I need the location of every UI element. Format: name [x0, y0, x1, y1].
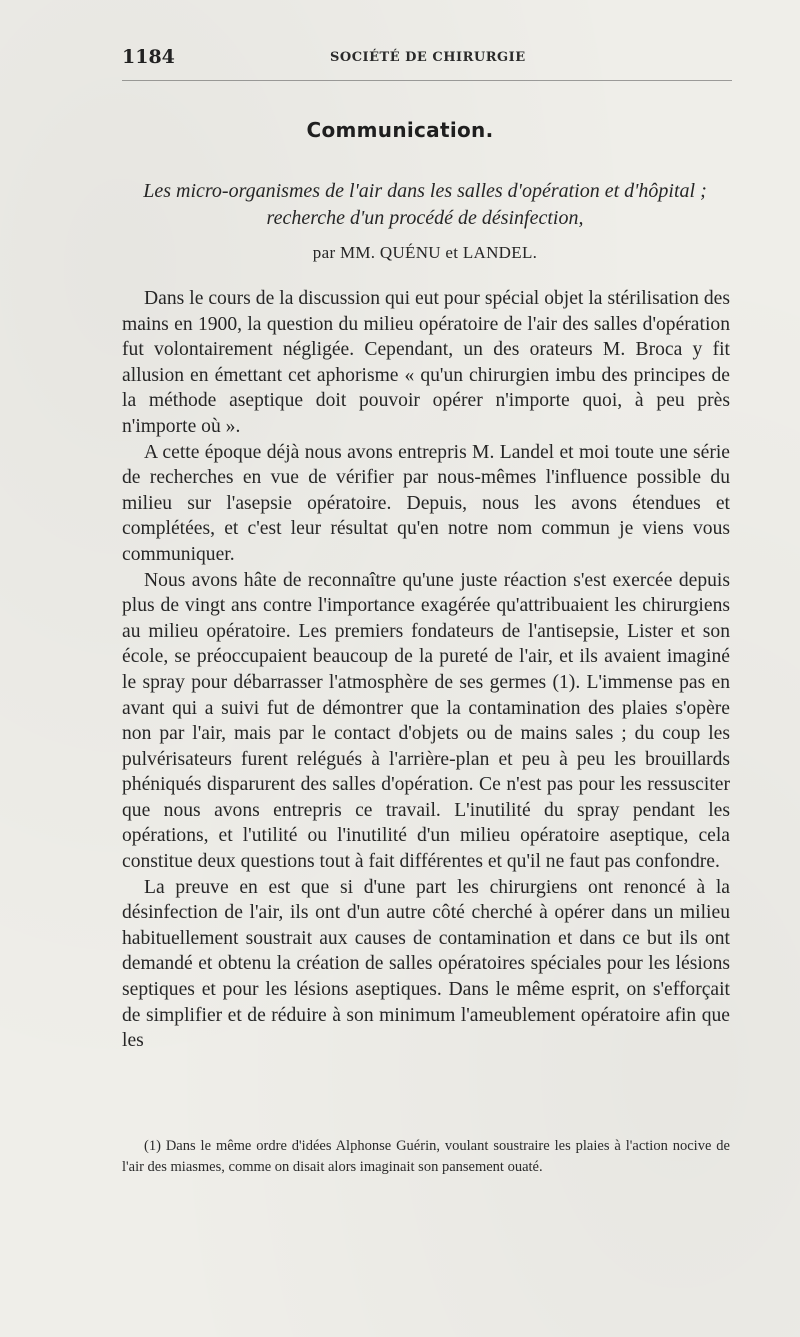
article-subtitle	[100, 178, 750, 232]
paragraph: A cette époque déjà nous avons entrepris M. Landel et moi toute une série de recherches en vue de vérifier par nous-mêmes l'influence possible du milieu sur l'asepsie opératoire. Depuis, nous les avons étendues et complétées, et c'est leur résultat qu'en notre nom commun je viens vous communiquer.	[122, 441, 730, 565]
article-body	[122, 286, 730, 1054]
running-head: SOCIÉTÉ DE CHIRURGIE	[330, 50, 526, 65]
subtitle-line-2: recherche d'un procédé de désinfection,	[266, 207, 584, 229]
paragraph: Nous avons hâte de reconnaître qu'une juste réaction s'est exercée depuis plus de vingt ans contre l'importance exagérée qu'attribuaient les chirurgiens au milieu opératoire. Les premiers fondateurs de l'antisepsie, Lister et son école, se préoccupaient beaucoup de la pureté de l'air, et ils avaient imaginé le spray pour débarrasser l'atmosphère de ses germes (1). L'immense pas en avant qui a suivi fut de démontrer que la contamination des plaies s'opère non par l'air, mais par le contact d'objets ou de mains sales ; du coup les pulvérisateurs furent relégués à l'arrière-plan et peu à peu les brouillards phéniqués disparurent des salles d'opération. Ce n'est pas pour les ressusciter que nous avons entrepris ce travail. L'inutilité du spray pendant les opérations, et l'utilité ou l'inutilité d'un milieu opératoire aseptique, cela constitue deux questions tout à fait différentes et qu'il ne faut pas confondre.	[122, 569, 730, 873]
footnote: (1) Dans le même ordre d'idées Alphonse Guérin, voulant soustraire les plaies à l'action nocive de l'air des miasmes, comme on disait alors imaginait son pansement ouaté.	[122, 1138, 730, 1175]
paragraph: Dans le cours de la discussion qui eut pour spécial objet la stérilisation des mains en 1900, la question du milieu opératoire de l'air des salles d'opération fut volontairement négligée. Cependant, un des orateurs M. Broca y fit allusion en émettant cet aphorisme « qu'un chirurgien imbu des principes de la méthode aseptique doit pouvoir opérer n'importe quoi, à peu près n'importe où ».	[122, 288, 730, 437]
header-rule	[122, 80, 732, 81]
subtitle-line-1: Les micro-organismes de l'air dans les salles d'opération et d'hôpital ;	[143, 180, 707, 202]
section-title: Communication.	[306, 118, 494, 142]
article-authors: par MM. QUÉNU et LANDEL.	[312, 243, 538, 262]
paragraph: La preuve en est que si d'une part les chirurgiens ont renoncé à la désinfection de l'air, ils ont d'un autre côté cherché à opérer dans un milieu habituellement soustrait aux causes de contamination et dans ce but ils ont demandé et obtenu la création de salles opératoires spéciales pour les lésions septiques et pour les lésions aseptiques. Dans le même esprit, on s'efforçait de simplifier et de réduire à son minimum l'ameublement opératoire afin que les	[122, 876, 730, 1052]
page-header	[122, 42, 729, 72]
page-number: 1184	[122, 46, 175, 68]
